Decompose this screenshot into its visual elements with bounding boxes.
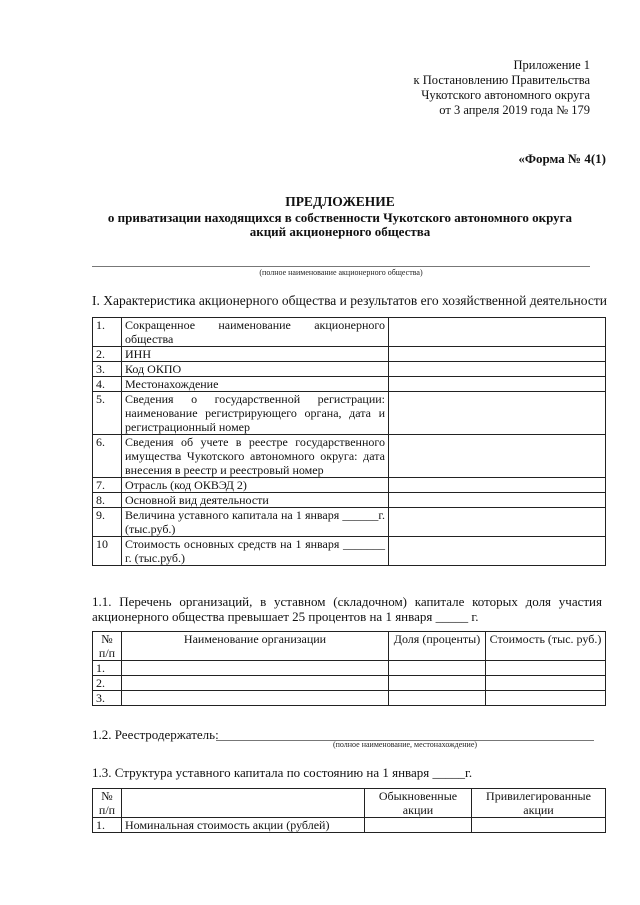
table-row [93, 661, 606, 676]
annex-line-1: Приложение 1 [513, 58, 590, 72]
organizations-table [92, 631, 606, 706]
org-name-cell[interactable] [122, 691, 389, 706]
row-number: 1. [93, 318, 122, 347]
org-share-cell[interactable] [389, 676, 486, 691]
header-cost: Стоимость (тыс. руб.) [486, 632, 606, 661]
row-value-cell[interactable] [389, 508, 606, 537]
row-value-cell[interactable] [389, 362, 606, 377]
fullname-fill-line[interactable] [92, 266, 590, 267]
row-label: Сведения о государственной регистрации: наименование регистрирующего органа, дата и регистрационный номер [122, 392, 389, 435]
row-number: 6. [93, 435, 122, 478]
row-number: 2. [93, 676, 122, 691]
row-number: 2. [93, 347, 122, 362]
row-number: 3. [93, 691, 122, 706]
document-subtitle-2: акций акционерного общества [249, 224, 431, 239]
row-number: 10 [93, 537, 122, 566]
org-cost-cell[interactable] [486, 691, 606, 706]
row-number: 1. [93, 818, 122, 833]
annex-line-3: Чукотского автономного округа [421, 88, 590, 102]
section-1-3-text: 1.3. Структура уставного капитала по состоянию на 1 января _____г. [92, 765, 473, 780]
table-row [93, 691, 606, 706]
table-row [93, 478, 606, 493]
table-row [93, 392, 606, 435]
header-share: Доля (проценты) [389, 632, 486, 661]
row-value-cell[interactable] [389, 435, 606, 478]
row-value-cell[interactable] [389, 537, 606, 566]
row-label: Величина уставного капитала на 1 января ______г. (тыс.руб.) [122, 508, 389, 537]
org-share-cell[interactable] [389, 691, 486, 706]
org-share-cell[interactable] [389, 661, 486, 676]
org-name-cell[interactable] [122, 661, 389, 676]
capital-structure-table [92, 788, 606, 833]
row-number: 1. [93, 661, 122, 676]
annex-line-2: к Постановлению Правительства [413, 73, 590, 87]
table-row [93, 508, 606, 537]
header-preferred: Привилегированные акции [472, 789, 606, 818]
section-1-1-text: 1.1. Перечень организаций, в уставном (складочном) капитале которых доля участия акционерного общества превышает 25 процентов на 1 января _____ г. [92, 594, 602, 624]
characteristics-table [92, 317, 606, 566]
table-row [93, 435, 606, 478]
row-label: Стоимость основных средств на 1 января _______ г. (тыс.руб.) [122, 537, 389, 566]
row-value-cell[interactable] [389, 392, 606, 435]
row-value-cell[interactable] [389, 347, 606, 362]
row-number: 9. [93, 508, 122, 537]
row-label: Основной вид деятельности [122, 493, 389, 508]
row-number: 5. [93, 392, 122, 435]
row-value-cell[interactable] [389, 478, 606, 493]
table-header-row [93, 632, 606, 661]
form-number: «Форма № 4(1) [518, 151, 606, 166]
table-row [93, 347, 606, 362]
org-name-cell[interactable] [122, 676, 389, 691]
annex-header [360, 58, 590, 118]
section-1-title: I. Характеристика акционерного общества и результатов его хозяйственной деятельности [92, 293, 607, 308]
row-label: Отрасль (код ОКВЭД 2) [122, 478, 389, 493]
header-num: № п/п [93, 632, 122, 661]
table-row [93, 493, 606, 508]
section-1-2-text: 1.2. Реестродержатель: [92, 727, 219, 742]
table-row [93, 818, 606, 833]
header-blank [122, 789, 365, 818]
document-heading: ПРЕДЛОЖЕНИЕ [285, 194, 395, 209]
row-number: 8. [93, 493, 122, 508]
row-number: 7. [93, 478, 122, 493]
header-name: Наименование организации [122, 632, 389, 661]
row-number: 4. [93, 377, 122, 392]
document-subtitle-1: о приватизации находящихся в собственности Чукотского автономного округа [107, 210, 573, 225]
row-label: Сведения об учете в реестре государственного имущества Чукотского автономного округа: дата внесения в реестр и реестровый номер [122, 435, 389, 478]
table-row [93, 362, 606, 377]
header-ordinary: Обыкновенные акции [365, 789, 472, 818]
fullname-caption: (полное наименование акционерного общества) [259, 268, 423, 277]
org-cost-cell[interactable] [486, 676, 606, 691]
row-label: Код ОКПО [122, 362, 389, 377]
registrar-caption: (полное наименование, местонахождение) [332, 740, 478, 749]
row-value-cell[interactable] [389, 493, 606, 508]
org-cost-cell[interactable] [486, 661, 606, 676]
row-label: Номинальная стоимость акции (рублей) [122, 818, 365, 833]
table-header-row [93, 789, 606, 818]
row-number: 3. [93, 362, 122, 377]
row-label: ИНН [122, 347, 389, 362]
table-row [93, 676, 606, 691]
row-label: Сокращенное наименование акционерного общества [122, 318, 389, 347]
row-value-cell[interactable] [389, 318, 606, 347]
row-label: Местонахождение [122, 377, 389, 392]
header-num: № п/п [93, 789, 122, 818]
preferred-value-cell[interactable] [472, 818, 606, 833]
table-row [93, 537, 606, 566]
ordinary-value-cell[interactable] [365, 818, 472, 833]
table-row [93, 377, 606, 392]
annex-line-4: от 3 апреля 2019 года № 179 [439, 103, 590, 117]
row-value-cell[interactable] [389, 377, 606, 392]
table-row [93, 318, 606, 347]
